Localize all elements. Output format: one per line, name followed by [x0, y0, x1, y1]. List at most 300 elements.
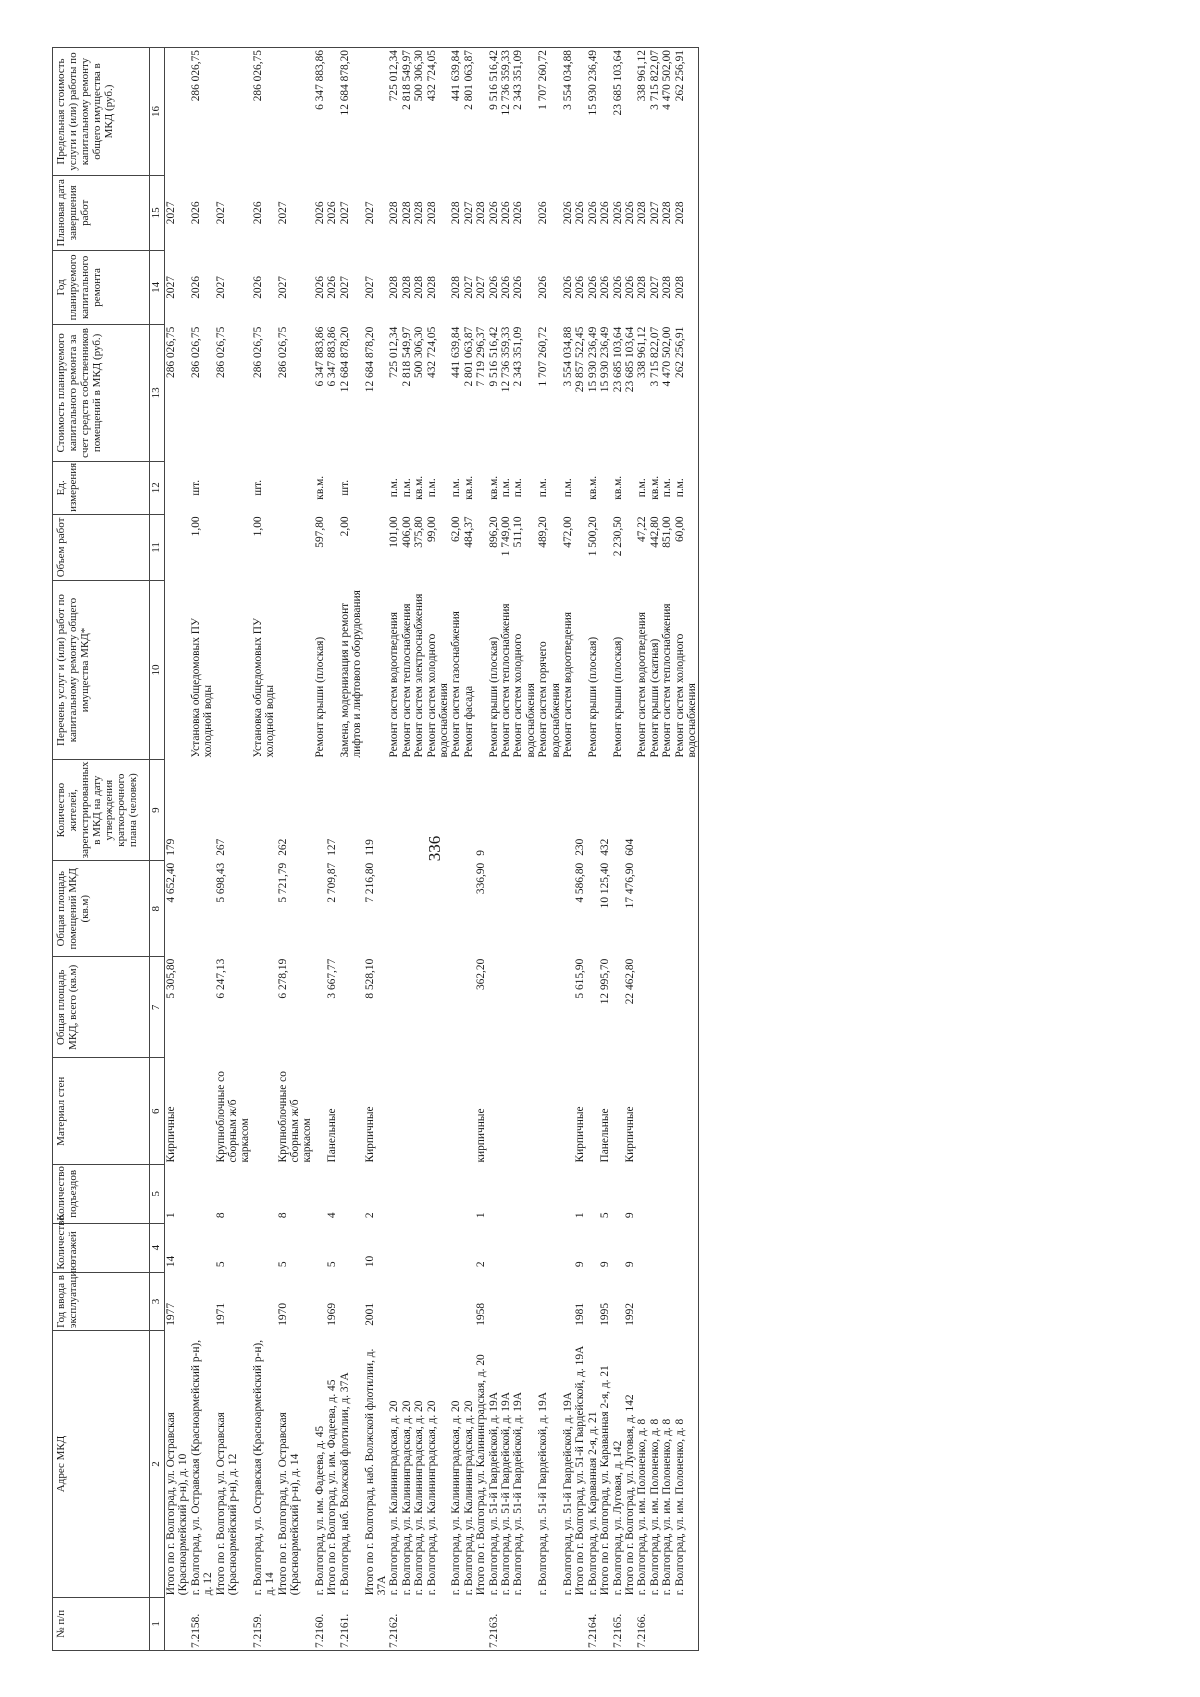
table-cell [388, 1223, 400, 1272]
table-cell [252, 1058, 277, 1165]
table-cell [574, 1597, 586, 1650]
table-row [215, 48, 252, 1651]
column-header: Год ввода в эксплуатацию [53, 1272, 150, 1331]
table-cell [165, 461, 190, 514]
table-row [277, 48, 314, 1651]
table-cell: Ремонт систем горячего водоснабжения [537, 641, 562, 758]
table-cell: 7.2160. [314, 1597, 326, 1650]
table-cell [314, 1272, 326, 1331]
table-cell: 179 [165, 838, 177, 856]
table-cell: 10 125,40 [599, 862, 612, 909]
table-cell: 432 [599, 838, 612, 856]
table-cell: 1969 [326, 1302, 339, 1326]
table-cell [661, 1058, 673, 1165]
table-cell: 2026 [574, 276, 587, 299]
table-cell: кв.м. [462, 475, 475, 500]
table-cell [252, 1272, 277, 1331]
table-cell: 2026 [624, 276, 637, 299]
table-cell: 6 247,13 [214, 958, 227, 999]
table-cell [463, 861, 475, 957]
table-cell [512, 760, 537, 861]
table-cell [537, 760, 562, 861]
table-cell: 1981 [574, 1302, 587, 1326]
table-cell [599, 48, 611, 176]
column-number: 2 [150, 1331, 165, 1597]
table-cell: 2026 [251, 276, 264, 299]
table-cell [339, 1058, 364, 1165]
table-cell: 7 216,80 [363, 862, 376, 903]
table-cell: п.м. [400, 478, 413, 498]
table-cell: 15 930 236,49 [587, 48, 599, 176]
column-header: Ед. измерения [53, 461, 150, 514]
table-cell [339, 861, 364, 957]
table-cell [661, 957, 673, 1058]
table-cell: 7.2165. [612, 1597, 624, 1650]
table-cell: 2026 [326, 201, 339, 225]
table-cell: 2028 [661, 276, 674, 299]
table-cell [562, 1272, 574, 1331]
table-cell [339, 1272, 364, 1331]
table-cell: 5 698,43 [214, 862, 227, 903]
table-cell [612, 1223, 624, 1272]
table-cell: Установка общедомовых ПУ холодной воды [189, 617, 215, 758]
table-cell: г. Волгоград, ул. им. Фадеева, д. 45 [313, 1425, 326, 1596]
table-cell: п.м. [499, 478, 512, 498]
table-row [450, 48, 462, 1651]
table-cell [649, 1597, 661, 1650]
table-cell: кв.м. [413, 475, 426, 500]
table-cell [574, 514, 586, 580]
table-cell [463, 1058, 475, 1165]
table-cell: Итого по г. Волгоград, наб. Волжской флотилии, д. 37А [363, 1348, 388, 1596]
table-cell [562, 957, 574, 1058]
table-cell [587, 1223, 599, 1272]
table-cell: Замена, модернизация и ремонт лифтов и лифтового оборудования [338, 590, 364, 758]
table-cell: 2027 [165, 201, 177, 225]
table-cell: 7.2164. [587, 1597, 599, 1650]
table-cell: 9 [574, 1261, 587, 1268]
table-cell [661, 1597, 673, 1650]
table-row [388, 48, 400, 1651]
table-cell [624, 580, 636, 759]
table-row [426, 48, 451, 1651]
table-cell [426, 1272, 451, 1331]
table-cell: 2027 [165, 276, 177, 299]
table-cell: 5 721,79 [276, 862, 289, 903]
table-cell: 9 [624, 1261, 637, 1268]
table-cell: 23 685 103,64 [612, 48, 624, 176]
table-cell [624, 48, 636, 176]
table-cell [190, 1272, 215, 1331]
table-cell: 2028 [636, 276, 649, 299]
table-cell: 5 [276, 1261, 289, 1268]
table-cell [190, 1165, 215, 1224]
table-cell [314, 957, 326, 1058]
table-cell [612, 861, 624, 957]
table-cell [314, 760, 326, 861]
table-cell [364, 1597, 389, 1650]
table-cell: 725 012,34 [388, 326, 401, 378]
table-cell [413, 1597, 425, 1650]
table-cell: 2026 [611, 201, 624, 225]
table-cell [649, 861, 661, 957]
table-cell: 2028 [400, 276, 413, 299]
table-cell: кв.м. [487, 475, 500, 500]
table-cell [277, 461, 314, 514]
table-cell: 597,80 [313, 516, 326, 548]
table-cell: г. Волгоград, ул. Остравская (Красноармейский р-н), д. 12 [189, 1339, 215, 1596]
table-cell: Ремонт систем теплоснабжения [400, 603, 413, 758]
table-row [413, 48, 425, 1651]
table-cell: 8 [276, 1212, 289, 1219]
table-cell [252, 861, 277, 957]
table-cell: п.м. [674, 461, 699, 514]
table-cell: Кирпичные [165, 1106, 177, 1163]
table-cell [587, 1272, 599, 1331]
table-cell [426, 1223, 451, 1272]
table-cell: 1977 [165, 1302, 177, 1326]
column-number: 16 [150, 48, 165, 176]
table-row [252, 48, 277, 1651]
table-cell: 2026 [313, 276, 326, 299]
table-cell [252, 760, 277, 861]
table-cell [388, 1058, 400, 1165]
table-cell [562, 1223, 574, 1272]
table-cell [537, 1058, 562, 1165]
table-cell: 2 230,50 [611, 516, 624, 557]
table-cell: 1 707 260,72 [537, 326, 550, 387]
table-cell: 2026 [599, 276, 612, 299]
table-cell: 12 995,70 [599, 958, 612, 1005]
table-cell [426, 1165, 451, 1224]
column-number: 10 [150, 580, 165, 759]
table-cell: 2028 [475, 201, 488, 225]
table-cell [512, 957, 537, 1058]
table-cell [574, 580, 586, 759]
table-cell: 2028 [413, 201, 426, 225]
column-header: Адрес МКД [53, 1331, 150, 1597]
table-cell [339, 760, 364, 861]
table-cell: 262 256,91 [674, 48, 699, 176]
table-cell [252, 1223, 277, 1272]
table-cell: г. Волгоград, ул. Остравская (Красноармейский р-н), д. 14 [251, 1339, 277, 1596]
table-cell: Кирпичные [574, 1106, 587, 1163]
table-cell [277, 580, 314, 759]
table-cell: Ремонт систем теплоснабжения [499, 603, 512, 758]
table-cell: 2027 [338, 276, 351, 299]
table-cell [599, 1597, 611, 1650]
table-cell [364, 48, 389, 176]
table-cell: Ремонт крыши (плоская) [611, 636, 624, 758]
table-cell: 1 500,20 [586, 516, 599, 557]
table-cell [500, 1165, 512, 1224]
table-cell: 2027 [214, 201, 227, 225]
table-cell: 489,20 [537, 516, 550, 548]
table-cell: 2 801 063,87 [463, 48, 475, 176]
table-cell [463, 1597, 475, 1650]
table-row [599, 48, 611, 1651]
table-cell: 286 026,75 [214, 326, 227, 378]
table-cell: 1971 [214, 1302, 227, 1326]
table-cell: Ремонт систем электроснабжения [413, 593, 426, 758]
table-cell: Панельные [326, 1108, 339, 1163]
table-cell: 99,00 [425, 516, 438, 543]
table-cell: 29 857 522,45 [574, 326, 587, 393]
table-cell: 286 026,75 [276, 326, 289, 378]
column-number: 15 [150, 176, 165, 251]
table-cell: 2026 [574, 201, 587, 225]
table-cell: 2028 [661, 201, 674, 225]
table-cell [426, 861, 451, 957]
table-cell [339, 1223, 364, 1272]
table-cell: 12 684 878,20 [339, 48, 364, 176]
column-number: 9 [150, 760, 165, 861]
table-cell [649, 1058, 661, 1165]
table-cell: 2026 [189, 201, 202, 225]
table-cell [512, 861, 537, 957]
table-cell [215, 1597, 252, 1650]
table-cell [636, 861, 648, 957]
table-cell [401, 957, 413, 1058]
table-cell: 14 [165, 1255, 177, 1268]
table-cell [463, 957, 475, 1058]
table-cell [463, 760, 475, 861]
table-cell: 2027 [276, 276, 289, 299]
table-cell: 2027 [276, 201, 289, 225]
table-cell [277, 48, 314, 176]
table-cell: г. Волгоград, ул. 51-й Гвардейской, д. 19А [562, 1392, 574, 1596]
table-cell [649, 1272, 661, 1331]
table-cell: 6 347 883,86 [326, 326, 339, 387]
table-cell: Итого по г. Волгоград, ул. Калининградская, д. 20 [475, 1354, 488, 1596]
table-cell: 267 [214, 838, 227, 856]
table-cell [190, 760, 215, 861]
table-cell [674, 861, 699, 957]
table-cell: 2026 [562, 276, 574, 299]
table-cell: 2028 [450, 201, 463, 225]
table-cell [636, 957, 648, 1058]
table-cell: 4 652,40 [165, 862, 177, 903]
column-header: Общая площадь МКД, всего (кв.м) [53, 957, 150, 1058]
table-cell: 3 715 822,07 [648, 326, 661, 387]
table-row [314, 48, 326, 1651]
table-cell [612, 1272, 624, 1331]
table-cell [190, 1058, 215, 1165]
table-cell: 7.2163. [488, 1597, 500, 1650]
table-cell [512, 1597, 537, 1650]
table-cell [574, 48, 586, 176]
table-row [488, 48, 500, 1651]
table-cell [562, 1058, 574, 1165]
column-header: Количество этажей [53, 1223, 150, 1272]
table-cell [599, 580, 611, 759]
table-row [401, 48, 413, 1651]
table-cell: 3 554 034,88 [562, 48, 574, 176]
table-cell [475, 48, 487, 176]
table-cell [562, 1597, 574, 1650]
table-cell [326, 1597, 338, 1650]
table-cell [599, 461, 611, 514]
table-cell: Ремонт систем водоотведения [636, 611, 649, 758]
table-cell: 2028 [388, 201, 401, 225]
table-cell: 1995 [599, 1302, 612, 1326]
table-cell [612, 957, 624, 1058]
table-cell [252, 957, 277, 1058]
table-cell: 2001 [363, 1302, 376, 1326]
table-cell: г. Волгоград, ул. 51-й Гвардейской, д. 19А [487, 1392, 500, 1596]
table-cell: 5 305,80 [165, 958, 177, 999]
table-cell: 2 709,87 [326, 862, 339, 903]
table-cell: 2026 [586, 276, 599, 299]
table-cell: 500 306,30 [413, 48, 425, 176]
table-cell: 9 516 516,42 [488, 48, 500, 176]
table-cell [475, 461, 487, 514]
table-cell [165, 1597, 190, 1650]
table-cell [537, 1165, 562, 1224]
table-cell: п.м. [425, 478, 438, 498]
table-cell: шт. [251, 479, 264, 496]
table-cell: 2026 [611, 276, 624, 299]
table-cell: Панельные [599, 1108, 612, 1163]
table-cell: 286 026,75 [189, 326, 202, 378]
table-cell: 1 [475, 1212, 488, 1219]
table-cell: 286 026,75 [252, 48, 277, 176]
table-cell [512, 1272, 537, 1331]
table-cell [215, 48, 252, 176]
table-cell [537, 861, 562, 957]
table-cell: 127 [326, 838, 339, 856]
table-cell: 119 [363, 839, 376, 856]
table-cell [314, 1058, 326, 1165]
table-cell: 2 818 549,97 [400, 326, 413, 387]
table-cell [624, 1597, 636, 1650]
table-row [574, 48, 586, 1651]
table-cell: г. Волгоград, ул. Калининградская, д. 20 [388, 1400, 401, 1596]
table-row [500, 48, 512, 1651]
table-cell [500, 760, 512, 861]
table-cell: п.м. [388, 478, 401, 498]
table-cell [636, 1165, 648, 1224]
table-cell [215, 514, 252, 580]
table-cell: г. Волгоград, ул. Калининградская, д. 20 [450, 1400, 463, 1596]
table-cell [562, 861, 574, 957]
table-cell: 2026 [499, 201, 512, 225]
table-cell [277, 1597, 314, 1650]
table-cell: 2028 [425, 201, 438, 225]
table-cell [636, 1272, 648, 1331]
table-row [612, 48, 624, 1651]
table-cell [674, 1272, 699, 1331]
table-cell: п.м. [661, 478, 674, 498]
table-cell: 338 961,12 [636, 326, 649, 378]
table-cell: 2026 [512, 276, 525, 299]
table-cell [562, 1165, 574, 1224]
table-cell [500, 1223, 512, 1272]
table-cell: кв.м. [313, 475, 326, 500]
table-cell: 23 685 103,64 [611, 326, 624, 393]
table-cell: шт. [189, 479, 202, 496]
table-cell [649, 957, 661, 1058]
table-cell [537, 1597, 562, 1650]
table-cell: кв.м. [648, 475, 661, 500]
table-cell [674, 957, 699, 1058]
table-cell [475, 1597, 487, 1650]
table-cell: г. Волгоград, ул. Луговая, д. 142 [611, 1440, 624, 1596]
table-cell: Ремонт систем холодного водоснабжения [512, 633, 537, 758]
table-cell [364, 580, 389, 759]
table-cell [450, 957, 462, 1058]
table-cell [636, 1223, 648, 1272]
table-cell [636, 760, 648, 861]
table-cell: 15 930 236,49 [599, 326, 612, 393]
table-cell: 2027 [363, 276, 376, 299]
table-cell: 60,00 [674, 514, 699, 580]
table-cell: 2028 [674, 176, 699, 251]
table-cell: 2026 [537, 201, 550, 225]
table-row [326, 48, 338, 1651]
table-cell: 441 639,84 [450, 326, 463, 378]
table-cell: 15 930 236,49 [586, 326, 599, 393]
table-cell: 9 [599, 1261, 612, 1268]
table-cell: 3 667,77 [326, 958, 339, 999]
table-cell [537, 957, 562, 1058]
table-cell: 2026 [562, 201, 574, 225]
table-cell [252, 1165, 277, 1224]
table-cell: 2026 [487, 201, 500, 225]
table-cell [314, 1165, 326, 1224]
table-cell: 6 347 883,86 [313, 326, 326, 387]
column-header: Плановая дата завершения работ [53, 176, 150, 251]
table-cell: г. Волгоград, ул. Калининградская, д. 20 [413, 1400, 426, 1596]
table-cell [587, 1165, 599, 1224]
table-cell: 2026 [512, 201, 525, 225]
table-cell [488, 957, 500, 1058]
table-cell [488, 1165, 500, 1224]
table-cell: г. Волгоград, ул. им. Полоненко, д. 8 [674, 1331, 699, 1597]
repair-plan-table [52, 47, 699, 1651]
column-number: 14 [150, 250, 165, 325]
table-cell: 2028 [636, 201, 649, 225]
table-cell: 1 707 260,72 [537, 48, 562, 176]
table-cell: Крупноблочные со сборным ж/б каркасом [214, 1071, 252, 1163]
table-cell: п.м. [512, 478, 525, 498]
table-cell [426, 1597, 451, 1650]
table-cell [512, 1165, 537, 1224]
table-cell: 604 [624, 838, 637, 856]
table-cell [165, 514, 190, 580]
column-number: 6 [150, 1058, 165, 1165]
table-cell [463, 1223, 475, 1272]
table-cell [475, 514, 487, 580]
table-cell: г. Волгоград, ул. им. Полоненко, д. 8 [661, 1418, 674, 1596]
column-number-row [150, 48, 165, 1651]
table-cell: 2026 [251, 201, 264, 225]
table-cell [339, 957, 364, 1058]
table-cell: 2027 [648, 276, 661, 299]
table-body [165, 48, 699, 1651]
table-cell: 1970 [276, 1302, 289, 1326]
table-cell [401, 1058, 413, 1165]
table-cell [512, 1058, 537, 1165]
table-cell: Ремонт систем водоотведения [388, 611, 401, 758]
table-header-row [53, 48, 150, 1651]
table-cell [413, 760, 425, 861]
table-cell: 851,00 [661, 516, 674, 548]
table-cell: 12 736 359,33 [500, 48, 512, 176]
table-cell: 5 [599, 1212, 612, 1219]
table-cell: 4 470 502,00 [661, 326, 674, 387]
column-header: Стоимость планируемого капитального ремонта за счет средств собственников помещений в МКД (руб.) [53, 325, 150, 461]
